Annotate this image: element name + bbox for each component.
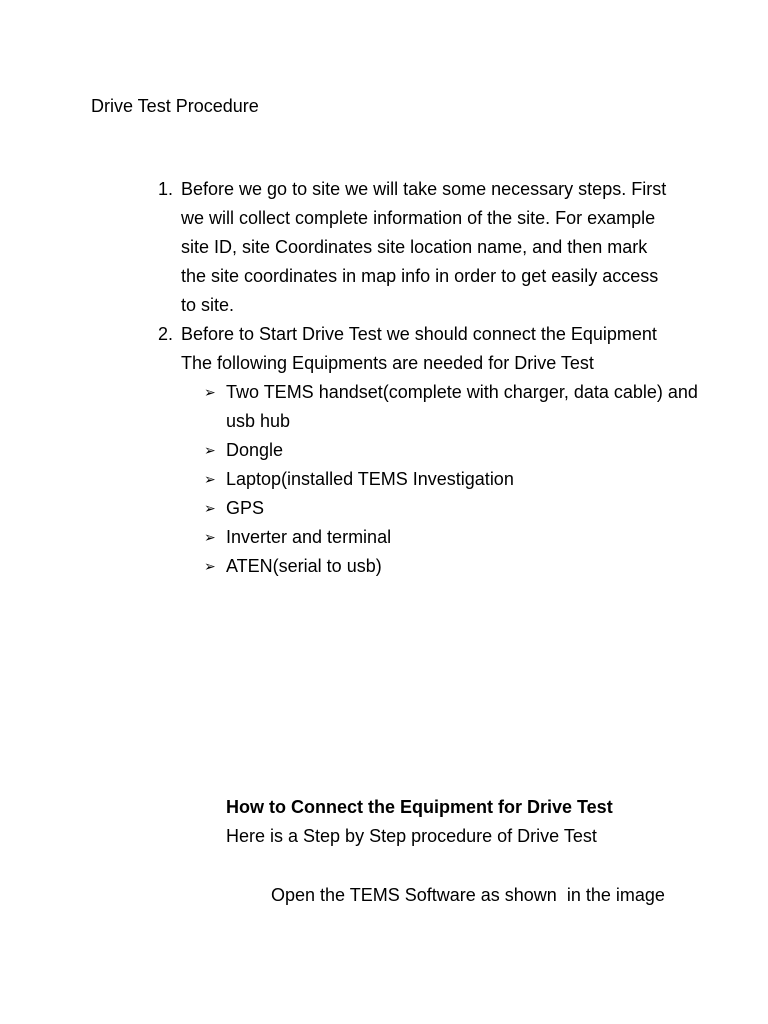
arrowhead-bullet-icon: ➢	[204, 471, 216, 487]
equipment-item-text: Two TEMS handset(complete with charger, data cable) and usb hub	[226, 382, 698, 431]
step-text	[181, 175, 676, 320]
step-item	[148, 175, 708, 320]
step-text-line: the site coordinates in map info in order to get easily access	[181, 266, 659, 286]
equipment-item-text: Dongle	[226, 440, 284, 460]
step-text-line: we will collect complete information of the site. For example	[181, 208, 656, 228]
document-title: Drive Test Procedure	[91, 96, 259, 116]
step-number: 2.	[158, 324, 174, 344]
equipment-item-text: Inverter and terminal	[226, 527, 392, 547]
equipment-item-text: Laptop(installed TEMS Investigation	[226, 469, 514, 489]
arrowhead-bullet-icon: ➢	[204, 384, 216, 400]
step-item	[148, 320, 708, 378]
step-text-line: Before to Start Drive Test we should connect the Equipment	[181, 324, 657, 344]
section-heading: How to Connect the Equipment for Drive Test	[226, 797, 613, 817]
step-text-line: The following Equipments are needed for Drive Test	[181, 353, 594, 373]
equipment-list-item	[204, 378, 704, 436]
section-subtitle: Here is a Step by Step procedure of Drive Test	[226, 826, 597, 846]
equipment-item-text: ATEN(serial to usb)	[226, 556, 382, 576]
equipment-item-text: GPS	[226, 498, 265, 518]
equipment-list-item	[204, 465, 704, 494]
step-text-line: Before we go to site we will take some necessary steps. First	[181, 179, 667, 199]
equipment-list-item	[204, 552, 704, 581]
arrowhead-bullet-icon: ➢	[204, 529, 216, 545]
step-number: 1.	[158, 179, 174, 199]
step-text	[181, 320, 676, 378]
equipment-list	[204, 378, 704, 581]
step-text-line: site ID, site Coordinates site location name, and then mark	[181, 237, 648, 257]
arrowhead-bullet-icon: ➢	[204, 558, 216, 574]
arrowhead-bullet-icon: ➢	[204, 500, 216, 516]
arrowhead-bullet-icon: ➢	[204, 442, 216, 458]
equipment-list-item	[204, 494, 704, 523]
equipment-list-item	[204, 523, 704, 552]
step-text-line: to site.	[181, 295, 235, 315]
equipment-list-item	[204, 436, 704, 465]
section-instruction: Open the TEMS Software as shown in the image	[271, 885, 665, 905]
